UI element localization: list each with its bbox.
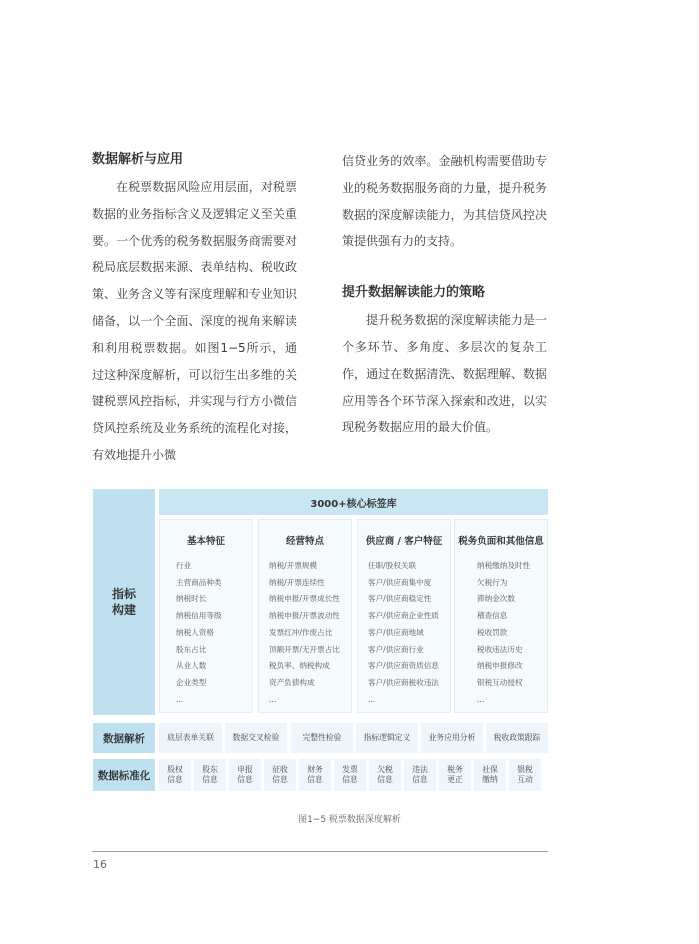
list-item: ... bbox=[269, 694, 277, 704]
analysis-item: 指标逻辑定义 bbox=[356, 723, 418, 753]
footer-divider bbox=[92, 851, 548, 852]
card-list bbox=[455, 558, 547, 708]
standardization-item: 股东信息 bbox=[194, 759, 226, 791]
analysis-item: 完整性检验 bbox=[291, 723, 353, 753]
data-standardization-label: 数据标准化 bbox=[93, 759, 155, 791]
list-item: 滞纳金次数 bbox=[477, 594, 515, 604]
standardization-item: 税务更正 bbox=[439, 759, 471, 791]
card-list bbox=[160, 558, 252, 708]
list-item: 税收罚款 bbox=[477, 627, 508, 637]
list-item: 纳税申报/开票波动性 bbox=[269, 611, 340, 621]
tax-data-analysis-diagram bbox=[93, 489, 548, 791]
card-title: 税务负面和其他信息 bbox=[458, 536, 544, 547]
feature-card-basic bbox=[159, 519, 253, 713]
analysis-item: 业务应用分析 bbox=[421, 723, 483, 753]
list-item: 顶额开票/无开票占比 bbox=[269, 644, 340, 654]
indicator-construction-label: 指标构建 bbox=[93, 489, 155, 715]
standardization-item: 股权信息 bbox=[159, 759, 191, 791]
list-item: ... bbox=[368, 694, 376, 704]
list-item: 纳税信用等级 bbox=[176, 611, 222, 621]
feature-card-supplier-customer bbox=[357, 519, 451, 713]
standardization-item: 财务信息 bbox=[299, 759, 331, 791]
list-item: 客户/供应商行业 bbox=[368, 644, 424, 654]
standardization-item: 发票信息 bbox=[334, 759, 366, 791]
list-item: ... bbox=[176, 694, 184, 704]
list-item: 客户/供应商资质信息 bbox=[368, 661, 439, 671]
feature-card-operations bbox=[258, 519, 352, 713]
list-item: 资产负债构成 bbox=[269, 677, 315, 687]
card-title: 基本特征 bbox=[186, 536, 225, 547]
card-title: 供应商 / 客户特征 bbox=[365, 536, 443, 547]
list-item: 客户/供应商稳定性 bbox=[368, 594, 432, 604]
left-column bbox=[92, 148, 297, 469]
list-item: 客户/供应商税收违法 bbox=[368, 677, 439, 687]
standardization-item: 征收信息 bbox=[264, 759, 296, 791]
list-item: 股东占比 bbox=[176, 644, 207, 654]
data-analysis-row bbox=[93, 723, 548, 753]
body-paragraph: 提升税务数据的深度解读能力是一个多环节、多角度、多层次的复杂工作，通过在数据清洗、数据理解、数据应用等各个环节深入探索和改进，以实现税务数据应用的最大价值。 bbox=[342, 313, 547, 435]
standardization-item: 违法信息 bbox=[404, 759, 436, 791]
card-list bbox=[358, 558, 450, 708]
section-heading: 提升数据解读能力的策略 bbox=[342, 285, 486, 301]
list-item: 纳税申报修改 bbox=[477, 661, 523, 671]
feature-card-tax-negative bbox=[454, 519, 548, 713]
analysis-item: 数据交叉检验 bbox=[225, 723, 287, 753]
list-item: 纳税/开票规模 bbox=[269, 561, 318, 570]
list-item: 行业 bbox=[176, 561, 192, 570]
list-item: 纳税申报/开票成长性 bbox=[269, 594, 340, 604]
list-item: 客户/供应商企业性质 bbox=[368, 611, 439, 621]
list-item: 纳税/开票连续性 bbox=[269, 577, 325, 587]
card-title: 经营特点 bbox=[285, 536, 324, 547]
card-list bbox=[259, 558, 351, 708]
standardization-item: 欠税信息 bbox=[369, 759, 401, 791]
list-item: 客户/供应商地域 bbox=[368, 627, 424, 637]
figure-caption: 图1−5 税票数据深度解析 bbox=[298, 815, 401, 825]
list-item: 税负率、纳税构成 bbox=[269, 661, 330, 671]
list-item: 纳税时长 bbox=[176, 594, 207, 604]
right-column bbox=[342, 148, 547, 441]
list-item: ... bbox=[477, 694, 485, 704]
section-heading: 数据解析与应用 bbox=[92, 152, 184, 167]
body-paragraph: 在税票数据风险应用层面，对税票数据的业务指标含义及逻辑定义至关重要。一个优秀的税务数据服务商需要对税局底层数据来源、表单结构、税收政策、业务含义等有深度理解和专业知识储备，以一个全面、深度的视角来解读和利用税票数据。如图1−5所示，通过这种深度解析，可以衍生出多维的关键税票风控指标，并实现与行方小微信贷风控系统及业务系统的流程化对接，有效地提升小微 bbox=[92, 180, 297, 462]
list-item: 纳税人资格 bbox=[176, 627, 214, 637]
list-item: 稽查信息 bbox=[477, 611, 508, 621]
analysis-item: 税收政策跟踪 bbox=[486, 723, 548, 753]
list-item: 主营商品种类 bbox=[176, 577, 222, 587]
list-item: 纳税缴纳及时性 bbox=[477, 561, 531, 570]
list-item: 客户/供应商集中度 bbox=[368, 577, 432, 587]
data-analysis-label: 数据解析 bbox=[93, 723, 155, 753]
body-paragraph-continuation: 信贷业务的效率。金融机构需要借助专业的税务数据服务商的力量，提升税务数据的深度解读能力，为其信贷风控决策提供强有力的支持。 bbox=[342, 154, 547, 249]
list-item: 从业人数 bbox=[176, 661, 207, 671]
core-tag-library-bar: 3000+核心标签库 bbox=[159, 489, 548, 515]
list-item: 银税互动授权 bbox=[477, 677, 523, 687]
standardization-item: 社保缴纳 bbox=[474, 759, 506, 791]
standardization-item: 银税互动 bbox=[509, 759, 541, 791]
list-item: 企业类型 bbox=[176, 677, 207, 687]
data-standardization-row bbox=[93, 759, 548, 791]
list-item: 欠税行为 bbox=[477, 577, 508, 587]
analysis-item: 底层表单关联 bbox=[159, 723, 222, 753]
page-number: 16 bbox=[93, 858, 107, 871]
standardization-item: 申报信息 bbox=[229, 759, 261, 791]
list-item: 税收违法历史 bbox=[477, 644, 523, 654]
list-item: 发票红冲/作废占比 bbox=[269, 627, 333, 637]
list-item: 任职/股权关联 bbox=[368, 561, 417, 570]
